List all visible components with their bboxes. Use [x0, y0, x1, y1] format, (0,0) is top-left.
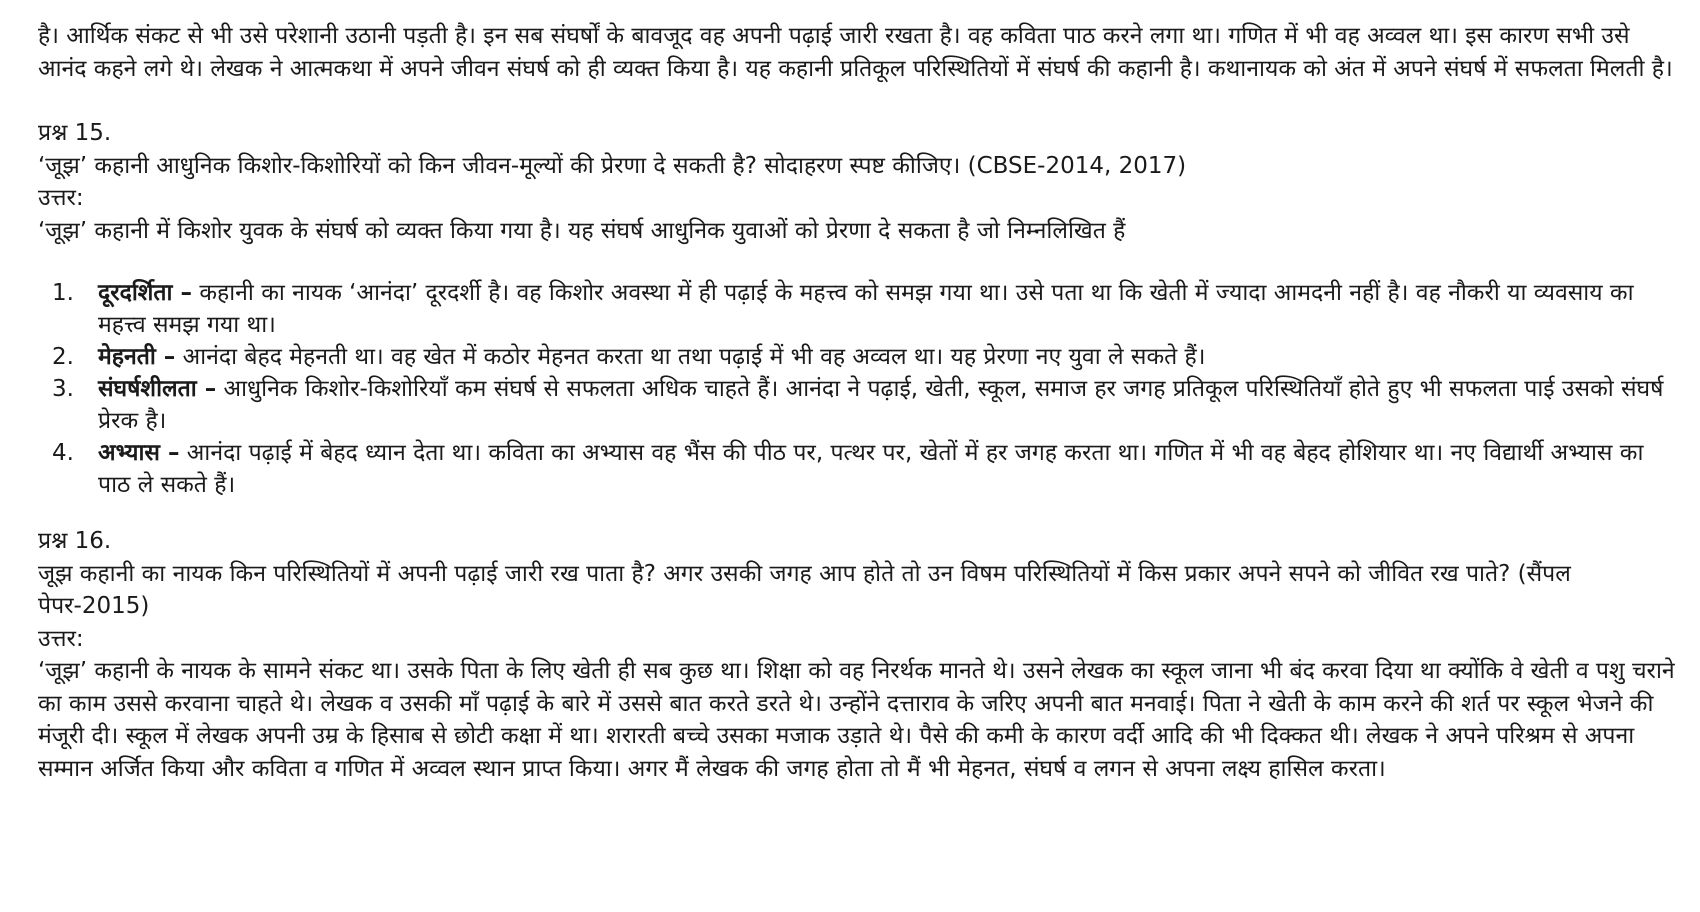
answer-15-list [38, 277, 1678, 501]
list-item-text: आनंदा पढ़ाई में बेहद ध्यान देता था। कविता का अभ्यास वह भैंस की पीठ पर, पत्थर पर, खेतों में हर जगह करता था। गणित में भी वह बेहद होशियार था। नए विद्यार्थी अभ्यास का पाठ ले सकते हैं। [98, 440, 1644, 498]
list-item-number: 3. [52, 376, 74, 402]
list-item-term: मेहनती – [98, 344, 176, 370]
list-item [38, 373, 1678, 437]
list-item-text: कहानी का नायक ‘आनंदा’ दूरदर्शी है। वह किशोर अवस्था में ही पढ़ाई के महत्त्व को समझ गया था। उसे पता था कि खेती में ज्यादा आमदनी नहीं है। वह नौकरी या व्यवसाय का महत्त्व समझ गया था। [98, 280, 1634, 338]
question-15-label: प्रश्न 15. [38, 120, 112, 146]
list-item [38, 341, 1678, 373]
question-16-label: प्रश्न 16. [38, 528, 112, 554]
list-item-text: आधुनिक किशोर-किशोरियाँ कम संघर्ष से सफलता अधिक चाहते हैं। आनंदा ने पढ़ाई, खेती, स्कूल, समाज हर जगह प्रतिकूल परिस्थितियाँ होते हुए भी सफलता पाई उसको संघर्ष प्रेरक है। [98, 376, 1664, 434]
list-item-number: 4. [52, 440, 74, 466]
answer-16-text: ‘जूझ’ कहानी के नायक के सामने संकट था। उसके पिता के लिए खेती ही सब कुछ था। शिक्षा को वह निरर्थक मानते थे। उसने लेखक का स्कूल जाना भी बंद करवा दिया था क्योंकि वे खेती व पशु चराने का काम उससे करवाना चाहते थे। लेखक व उसकी माँ पढ़ाई के बारे में उससे बात करते डरते थे। उन्होंने दत्ताराव के जरिए अपनी बात मनवाई। पिता ने खेती के काम करने की शर्त पर स्कूल भेजने की मंजूरी दी। स्कूल में लेखक अपनी उम्र के हिसाब से छोटी कक्षा में था। शरारती बच्चे उसका मजाक उड़ाते थे। पैसे की कमी के कारण वर्दी आदि की भी दिक्कत थी। लेखक ने अपने परिश्रम से अपना सम्मान अर्जित किया और कविता व गणित में अव्वल स्थान प्राप्त किया। अगर मैं लेखक की जगह होता तो मैं भी मेहनत, संघर्ष व लगन से अपना लक्ष्य हासिल करता। [38, 658, 1675, 782]
list-item-body [98, 373, 1678, 437]
question-16-section [38, 525, 1678, 785]
list-item-term: दूरदर्शिता – [98, 280, 193, 306]
spacer [38, 247, 1678, 277]
list-item-body [98, 437, 1678, 501]
list-item-text: आनंदा बेहद मेहनती था। वह खेत में कठोर मेहनत करता था तथा पढ़ाई में भी वह अव्वल था। यह प्रेरणा नए युवा ले सकते हैं। [175, 344, 1206, 370]
answer-15-label: उत्तर: [38, 185, 84, 211]
document-page [38, 20, 1678, 785]
question-15-text: ‘जूझ’ कहानी आधुनिक किशोर-किशोरियों को किन जीवन-मूल्यों की प्रेरणा दे सकती है? सोदाहरण स्पष्ट कीजिए। (CBSE-2014, 2017) [38, 152, 1187, 179]
list-item-number: 1. [52, 280, 74, 306]
answer-16-label: उत्तर: [38, 625, 84, 652]
list-item [38, 437, 1678, 501]
list-item-term: संघर्षशीलता – [98, 376, 217, 402]
spacer [38, 501, 1678, 525]
list-item-number: 2. [52, 344, 74, 370]
question-16-text: जूझ कहानी का नायक किन परिस्थितियों में अपनी पढ़ाई जारी रख पाता है? अगर उसकी जगह आप होते तो उन विषम परिस्थितियों में किस प्रकार अपने सपने को जीवित रख पाते? (सैंपल पेपर-2015) [38, 560, 1571, 619]
list-item-body [98, 341, 1678, 373]
question-15-section [38, 117, 1678, 501]
list-item-term: अभ्यास – [98, 440, 180, 466]
answer-15-intro: ‘जूझ’ कहानी में किशोर युवक के संघर्ष को व्यक्त किया गया है। यह संघर्ष आधुनिक युवाओं को प्रेरणा दे सकता है जो निम्नलिखित हैं [38, 217, 1126, 244]
list-item [38, 277, 1678, 341]
list-item-body [98, 277, 1678, 341]
spacer [38, 85, 1678, 117]
intro-paragraph: है। आर्थिक संकट से भी उसे परेशानी उठानी पड़ती है। इन सब संघर्षों के बावजूद वह अपनी पढ़ाई जारी रखता है। वह कविता पाठ करने लगा था। गणित में भी वह अव्वल था। इस कारण सभी उसे आनंद कहने लगे थे। लेखक ने आत्मकथा में अपने जीवन संघर्ष को ही व्यक्त किया है। यह कहानी प्रतिकूल परिस्थितियों में संघर्ष की कहानी है। कथानायक को अंत में अपने संघर्ष में सफलता मिलती है। [38, 23, 1673, 82]
